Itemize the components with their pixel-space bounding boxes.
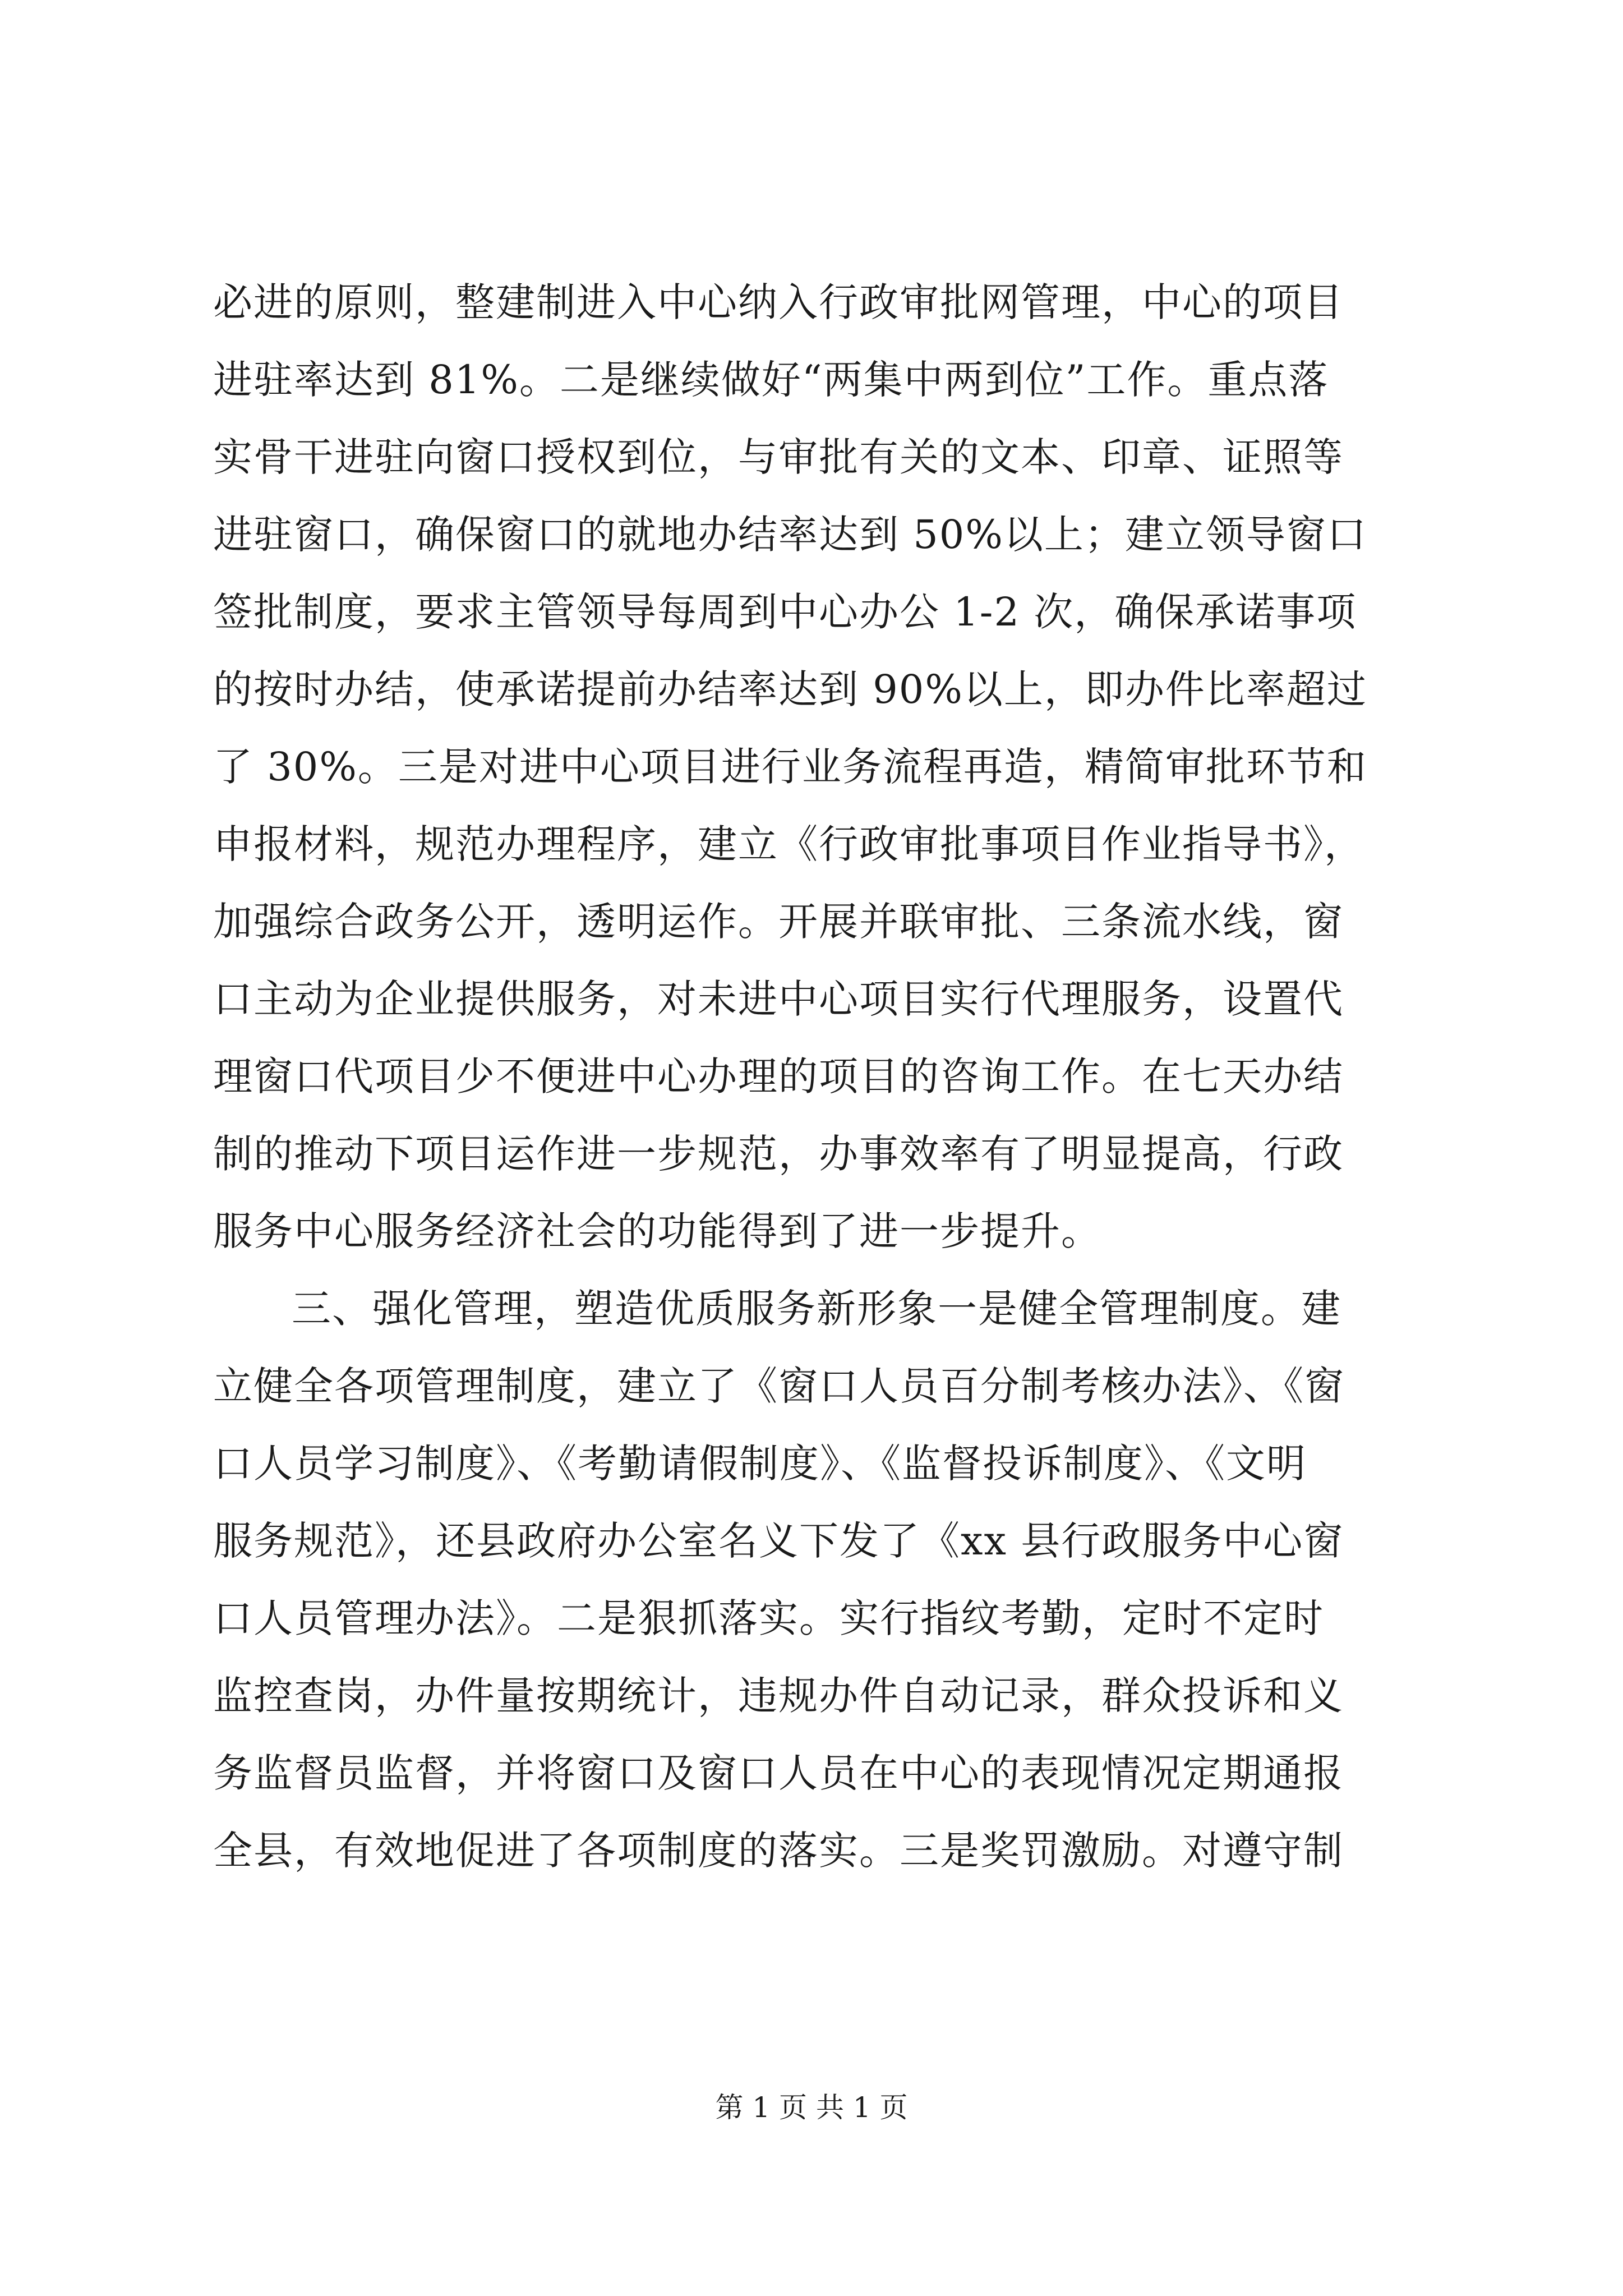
- text-line: 制的推动下项目运作进一步规范，办事效率有了明显提高，行政: [213, 1131, 1344, 1177]
- text-line: 进驻率达到 81%。二是继续做好“两集中两到位”工作。重点落: [213, 357, 1329, 403]
- text-line: 务监督员监督，并将窗口及窗口人员在中心的表现情况定期通报: [213, 1750, 1344, 1796]
- text-line: 实骨干进驻向窗口授权到位，与审批有关的文本、印章、证照等: [213, 434, 1344, 480]
- page-number-footer: 第 1 页 共 1 页: [715, 2091, 908, 2124]
- text-line: 申报材料，规范办理程序，建立《行政审批事项目作业指导书》，: [213, 821, 1364, 867]
- text-line: 签批制度，要求主管领导每周到中心办公 1-2 次，确保承诺事项: [213, 589, 1357, 635]
- text-line: 口主动为企业提供服务，对未进中心项目实行代理服务，设置代: [213, 976, 1344, 1022]
- text-line: 口人员管理办法》。二是狠抓落实。实行指纹考勤，定时不定时: [213, 1595, 1324, 1641]
- body-text: [213, 264, 1424, 1889]
- text-line: 监控查岗，办件量按期统计，违规办件自动记录，群众投诉和义: [213, 1673, 1344, 1719]
- text-line: 加强综合政务公开，透明运作。开展并联审批、三条流水线，窗: [213, 899, 1344, 945]
- text-line: 口人员学习制度》、《考勤请假制度》、《监督投诉制度》、《文明: [213, 1441, 1307, 1487]
- text-line: 理窗口代项目少不便进中心办理的项目的咨询工作。在七天办结: [213, 1053, 1344, 1099]
- text-line: 进驻窗口，确保窗口的就地办结率达到 50%以上；建立领导窗口: [213, 512, 1367, 558]
- text-line: 服务中心服务经济社会的功能得到了进一步提升。: [213, 1208, 1101, 1254]
- section-heading-line: 三、强化管理，塑造优质服务新形象一是健全管理制度。建: [292, 1286, 1341, 1332]
- text-line: 服务规范》，还县政府办公室名义下发了《xx 县行政服务中心窗: [213, 1518, 1344, 1564]
- text-line: 立健全各项管理制度，建立了《窗口人员百分制考核办法》、《窗: [213, 1363, 1345, 1409]
- text-line: 的按时办结，使承诺提前办结率达到 90%以上，即办件比率超过: [213, 666, 1367, 712]
- text-line: 了 30%。三是对进中心项目进行业务流程再造，精简审批环节和: [213, 744, 1367, 790]
- text-line: 必进的原则，整建制进入中心纳入行政审批网管理，中心的项目: [213, 279, 1344, 325]
- text-line: 全县，有效地促进了各项制度的落实。三是奖罚激励。对遵守制: [213, 1828, 1344, 1874]
